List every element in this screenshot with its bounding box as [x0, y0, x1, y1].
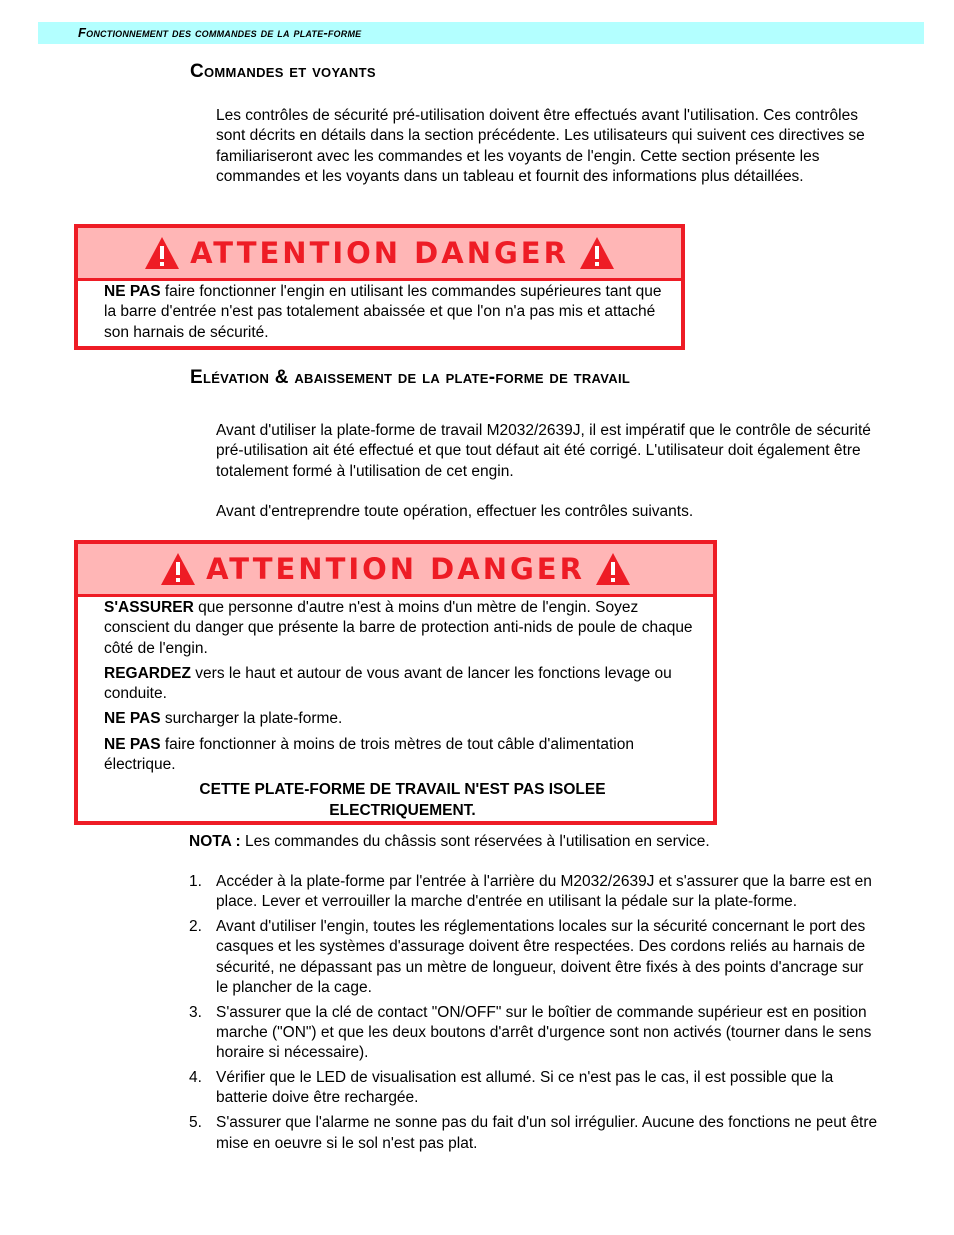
list-item — [189, 1003, 879, 1064]
danger-item-lead: NE PAS — [104, 710, 161, 728]
step-text: S'assurer que la clé de contact "ON/OFF" sur le boîtier de commande supérieur est en position marche ("ON") et que les deux boutons d'arrêt d'urgence sont non activés (tourner dans le sens horaire si nécessaire). — [216, 1003, 872, 1062]
danger-item-text: faire fonctionner à moins de trois mètres de tout câble d'alimentation électrique. — [104, 735, 634, 774]
step-text: Accéder à la plate-forme par l'entrée à l'arrière du M2032/2639J et s'assurer que la barre est en place. Lever et verrouiller la marche d'entrée en utilisant la pédale sur la plate-forme. — [216, 873, 872, 911]
warning-triangle-icon — [595, 552, 631, 586]
list-item — [189, 1113, 879, 1154]
danger-body — [78, 281, 681, 354]
section-intro-paragraph: Les contrôles de sécurité pré-utilisation doivent être effectués avant l'utilisation. Ces contrôles sont décrits en détails dans la section précédente. Les utilisateurs qui suivent ces directives se familiariseront avec les commandes et les voyants de l'engin. Cette section présente les commandes et les voyants dans un tableau et fournit des informations plus détaillées. — [216, 107, 865, 185]
elevation-paragraph-1: Avant d'utiliser la plate-forme de travail M2032/2639J, il est impératif que le contrôle de sécurité pré-utilisation ait été effectué et que tout défaut ait été corrigé. L'utilisateur doit également être totalement formé à l'utilisation de cet engin. — [216, 422, 871, 480]
list-item — [189, 917, 879, 998]
step-number: 4. — [189, 1069, 202, 1087]
danger-body — [78, 597, 713, 832]
step-number: 5. — [189, 1114, 202, 1132]
danger-item-lead: S'ASSURER — [104, 599, 194, 616]
danger-lead: NE PAS — [104, 283, 161, 300]
steps-list — [189, 872, 879, 1158]
danger-item — [104, 709, 701, 729]
step-number: 2. — [189, 918, 202, 936]
danger-item-text: surcharger la plate-forme. — [164, 710, 343, 728]
danger-title: ATTENTION DANGER — [206, 552, 585, 586]
list-item — [189, 1068, 879, 1109]
warning-triangle-icon — [160, 552, 196, 586]
note-text: Les commandes du châssis sont réservées à l'utilisation en service. — [244, 833, 710, 850]
note-label: NOTA : — [189, 833, 241, 850]
step-text: Avant d'utiliser l'engin, toutes les réglementations locales sur la sécurité concernant le port des casques et les systèmes d'assurage doivent être respectées. Des cordons reliés au harnais de sécurité, ne dépassant pas un mètre de longueur, doivent être fixés à des points d'ancrage sur le plancher de la cage. — [216, 918, 866, 996]
header-bar — [38, 22, 924, 44]
danger-footer: CETTE PLATE-FORME DE TRAVAIL N'EST PAS ISOLEE ELECTRIQUEMENT. — [199, 781, 606, 819]
warning-triangle-icon — [579, 236, 615, 270]
danger-item — [104, 664, 701, 705]
warning-triangle-icon — [144, 236, 180, 270]
danger-box-2 — [74, 540, 717, 825]
page-header-title: Fonctionnement des commandes de la plate-forme — [78, 25, 362, 40]
section-heading-commandes: Commandes et voyants — [190, 61, 376, 82]
danger-item — [104, 598, 701, 659]
danger-title: ATTENTION DANGER — [190, 236, 569, 270]
step-number: 1. — [189, 873, 202, 890]
danger-detail: faire fonctionner l'engin en utilisant les commandes supérieures tant que la barre d'entrée n'est pas totalement abaissée et que l'on n'a pas mis et attaché son harnais de sécurité. — [104, 283, 662, 341]
danger-text — [104, 282, 669, 343]
danger-header — [78, 228, 681, 281]
step-text: Vérifier que le LED de visualisation est allumé. Si ce n'est pas le cas, il est possible que la batterie doive être rechargée. — [216, 1069, 834, 1107]
danger-item-lead: REGARDEZ — [104, 664, 191, 682]
danger-item-text: que personne d'autre n'est à moins d'un mètre de l'engin. Soyez conscient du danger que présente la barre de protection anti-nids de poule de chaque côté de l'engin. — [104, 599, 693, 657]
elevation-paragraph-2: Avant d'entreprendre toute opération, effectuer les contrôles suivants. — [216, 503, 694, 520]
list-item — [189, 872, 879, 913]
danger-item — [104, 735, 701, 776]
step-text: S'assurer que l'alarme ne sonne pas du fait d'un sol irrégulier. Aucune des fonctions ne peut être mise en oeuvre si le sol n'est pas plat. — [216, 1114, 878, 1152]
danger-header — [78, 544, 713, 597]
danger-item-lead: NE PAS — [104, 735, 161, 753]
section-heading-elevation: Elévation & abaissement de la plate-forme de travail — [190, 367, 631, 388]
note — [189, 832, 710, 852]
danger-item-text: vers le haut et autour de vous avant de lancer les fonctions levage ou conduite. — [104, 664, 672, 703]
step-number: 3. — [189, 1003, 202, 1021]
danger-box-1 — [74, 224, 685, 350]
